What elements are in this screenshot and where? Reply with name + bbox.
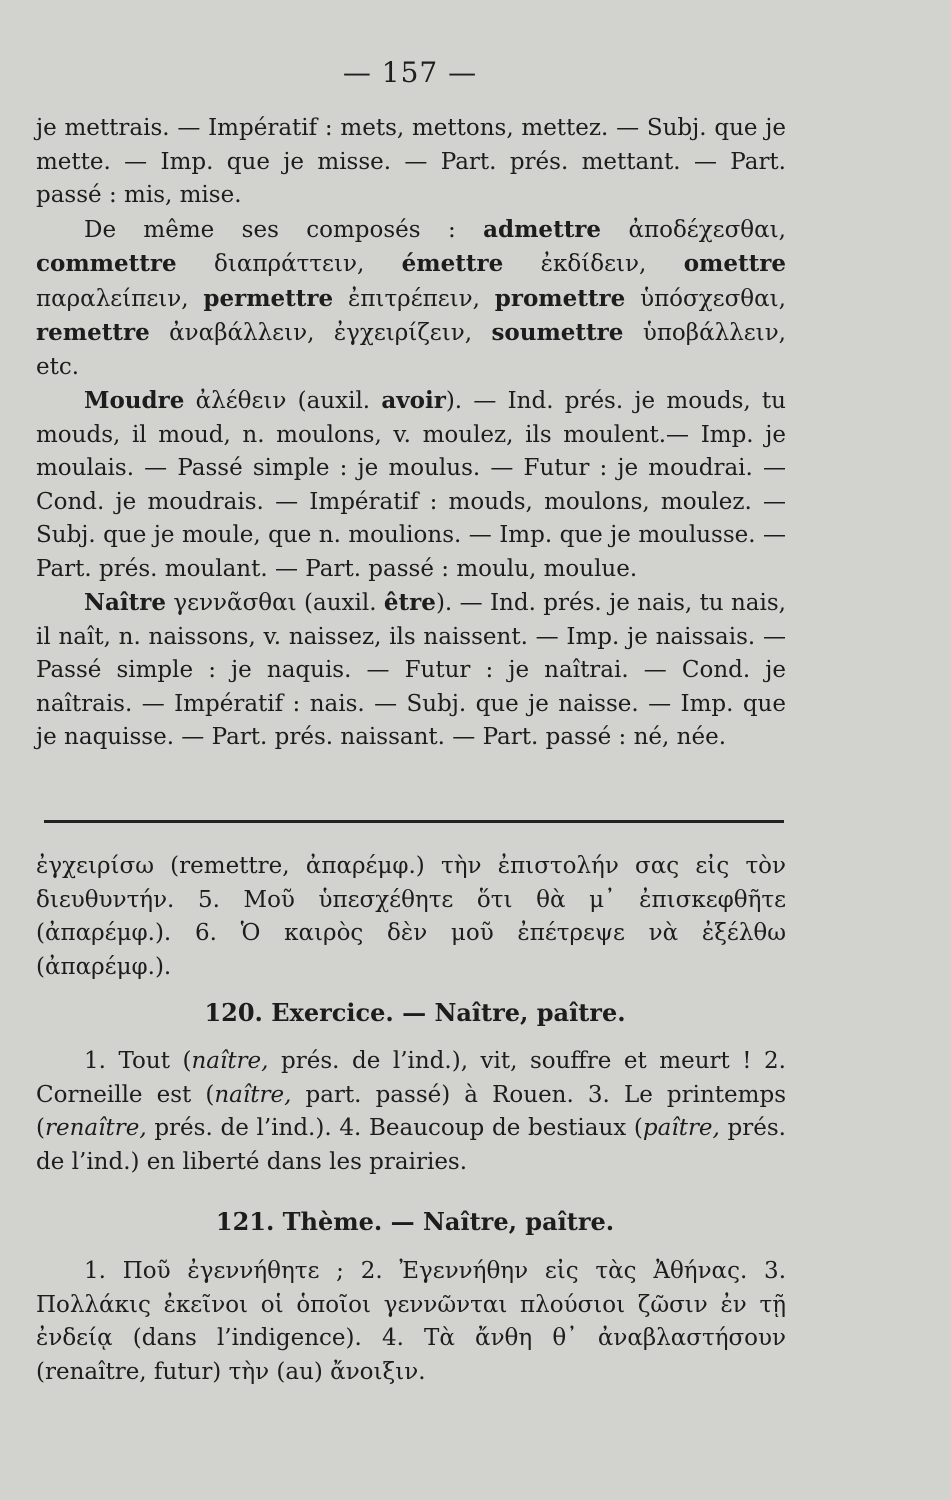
verb-moudre: Moudre bbox=[84, 387, 185, 414]
text-run: ἀλέθειν (auxil. bbox=[184, 388, 382, 414]
verb-emettre: émettre bbox=[401, 250, 504, 277]
text-run: διαπράττειν, bbox=[176, 251, 402, 277]
verb-hint: naître, bbox=[191, 1048, 269, 1074]
theme-121-title: 121. Thème. — Naître, paître. bbox=[215, 1207, 615, 1236]
text-run: ἀποδέχεσθαι, bbox=[601, 216, 786, 243]
text-run: De même ses composés : bbox=[84, 216, 484, 243]
page-number: — 157 — bbox=[342, 56, 478, 89]
exercise-120-text bbox=[36, 1045, 786, 1179]
text-run: ). — Ind. prés. je nais, tu nais, il naît, n. naissons, v. naissez, ils naissent. — Imp. je naissais. — Passé simple : je naquis. — Futur : je naîtrai. — Cond. je naîtrais. — Impératif : nais. — Subj. que je naisse. — Imp. que je naquisse. — Part. prés. naissant. — Part. passé : né, née. bbox=[36, 590, 786, 750]
text-run: part. passé) à Rouen. 3. Le printemps ( bbox=[36, 1081, 786, 1141]
text-run: ὑπόσχεσθαι, bbox=[625, 285, 786, 312]
mettre-compounds-paragraph bbox=[36, 213, 786, 385]
verb-hint: renaître, bbox=[44, 1115, 147, 1141]
theme-121-body bbox=[36, 1255, 786, 1389]
exercise-120-title: 120. Exercice. — Naître, paître. bbox=[204, 998, 626, 1027]
text-run: ὑποβάλλειν, etc. bbox=[36, 320, 786, 380]
theme-121-text: 1. Ποῦ ἐγεννήθητε ; 2. Ἐγεννήθην εἰς τὰς Ἀθήνας. 3. Πολλάκις ἐκεῖνοι οἱ ὁποῖοι γεννῶνται πλούσιοι ζῶσιν ἐν τῇ ἐνδείᾳ (dans l’indigence). 4. Τὰ ἄνθη θ᾽ ἀναβλαστήσουν (renaître, futur) τὴν (au) ἄνοιξιν. bbox=[36, 1258, 786, 1385]
verb-hint: naître, bbox=[214, 1081, 292, 1108]
section-divider bbox=[44, 820, 784, 823]
exercise-120-body bbox=[36, 1045, 786, 1179]
auxiliary-etre: être bbox=[383, 589, 436, 616]
naitre-paragraph bbox=[36, 586, 786, 755]
text-run: ἐκδίδειν, bbox=[503, 251, 684, 277]
greek-paragraph: ἐγχειρίσω (remettre, ἀπαρέμφ.) τὴν ἐπιστολήν σας εἰς τὸν διευθυντήν. 5. Μοῦ ὑπεσχέθητε ὅτι θὰ μ᾽ ἐπισκεφθῆτε (ἀπαρέμφ.). 6. Ὁ καιρὸς δὲν μοῦ ἐπέτρεψε νὰ ἐξέλθω (ἀπαρέμφ.). bbox=[36, 853, 786, 980]
text-run: ). — Ind. prés. je mouds, tu mouds, il moud, n. moulons, v. moulez, ils moulent.— Imp. je moulais. — Passé simple : je moulus. — Futur : je moudrai. — Cond. je moudrais. — Impératif : mouds, moulons, moulez. — Subj. que je moule, que n. moulions. — Imp. que je moulusse. — Part. prés. moulant. — Part. passé : moulu, moulue. bbox=[36, 388, 786, 582]
conjugation-section bbox=[36, 112, 786, 755]
text-run: γεννᾶσθαι (auxil. bbox=[166, 590, 384, 616]
verb-remettre: remettre bbox=[36, 319, 150, 346]
verb-permettre: permettre bbox=[203, 284, 334, 312]
verb-commettre: commettre bbox=[36, 250, 177, 277]
text-run: ἀναβάλλειν, ἐγχειρίζειν, bbox=[149, 320, 492, 346]
greek-sentences bbox=[36, 850, 786, 984]
verb-soumettre: soumettre bbox=[491, 319, 624, 346]
mettre-conjugation-end: je mettrais. — Impératif : mets, mettons, mettez. — Subj. que je mette. — Imp. que je misse. — Part. prés. mettant. — Part. passé : mis, mise. bbox=[36, 115, 786, 208]
text-run: 1. Tout ( bbox=[84, 1048, 192, 1074]
auxiliary-avoir: avoir bbox=[381, 387, 446, 414]
text-run: ἐπιτρέπειν, bbox=[333, 285, 495, 312]
verb-naitre: Naître bbox=[84, 589, 167, 616]
verb-omettre: omettre bbox=[683, 250, 786, 277]
text-run: prés. de l’ind.) en liberté dans les prairies. bbox=[36, 1115, 786, 1175]
moudre-paragraph bbox=[36, 384, 786, 586]
verb-promettre: promettre bbox=[494, 284, 626, 312]
text-run: prés. de l’ind.). 4. Beaucoup de bestiaux ( bbox=[146, 1115, 643, 1141]
text-run: prés. de l’ind.), vit, souffre et meurt ! 2. Corneille est ( bbox=[36, 1048, 786, 1108]
text-run: παραλείπειν, bbox=[36, 285, 204, 312]
verb-admettre: admettre bbox=[483, 215, 602, 243]
verb-hint: paître, bbox=[642, 1115, 720, 1141]
